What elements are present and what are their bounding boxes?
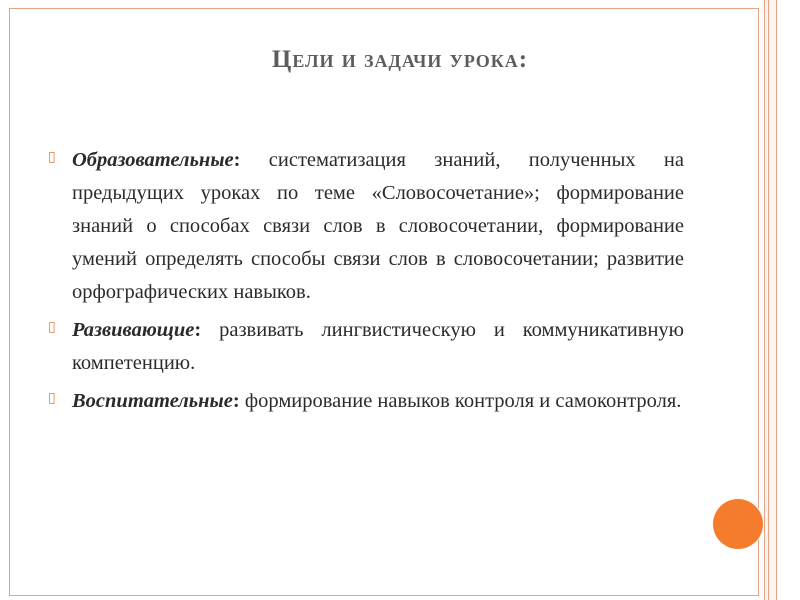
item-colon: : [233, 149, 241, 171]
text-bullet-icon: ▯ [48, 319, 56, 335]
slide-title: Цели и задачи урока: [271, 46, 529, 73]
item-term: Воспитательные [72, 390, 233, 412]
text-bullet-icon: ▯ [48, 149, 56, 165]
item-text: систематизация знаний, полученных на предыдущих уроках по теме «Словосочетание»; формирование знаний о способах связи слов в словосочетании, формирование умений определять способы связи слов в словосочетании; развитие орфографических навыков. [72, 149, 684, 303]
item-term: Развивающие [72, 319, 195, 341]
item-text: развивать лингвистическую и коммуникативную компетенцию. [72, 319, 684, 374]
item-colon: : [194, 319, 202, 341]
side-line [768, 0, 769, 600]
slide-content [48, 144, 684, 423]
list-item [48, 385, 684, 418]
item-text: формирование навыков контроля и самоконтроля. [239, 390, 682, 412]
list-item [48, 144, 684, 309]
side-decoration-band [764, 0, 776, 600]
side-line [776, 0, 777, 600]
text-bullet-icon: ▯ [48, 390, 56, 406]
decorative-circle [713, 499, 763, 549]
list-item [48, 314, 684, 380]
side-line [764, 0, 765, 600]
item-colon: : [232, 390, 240, 412]
item-term: Образовательные [72, 149, 234, 171]
